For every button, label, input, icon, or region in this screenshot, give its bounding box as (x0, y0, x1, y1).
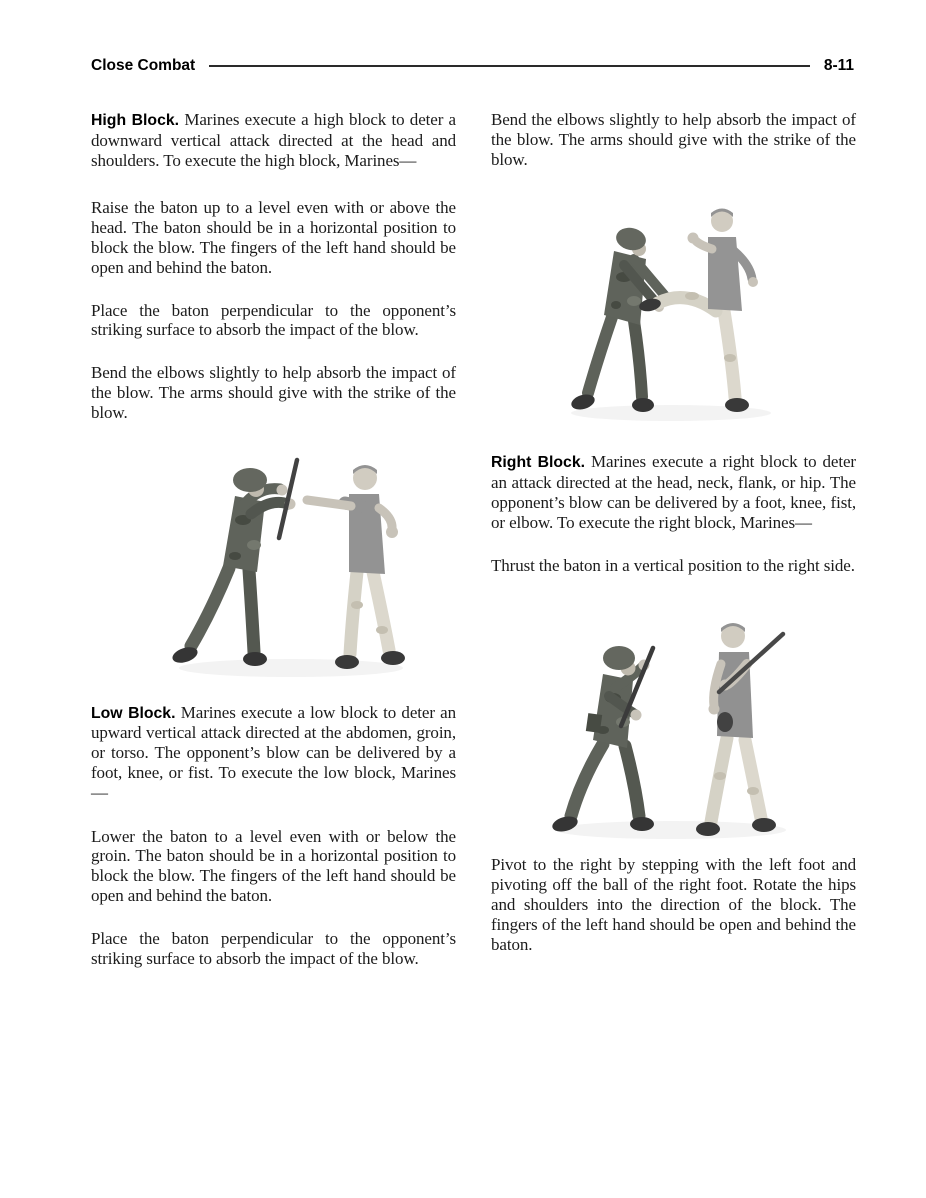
low-block-heading: Low Block. (91, 704, 176, 722)
opponent-figure (307, 465, 405, 669)
header-rule (209, 65, 810, 67)
right-block-heading: Right Block. (491, 454, 585, 472)
page-number: 8-11 (823, 57, 854, 74)
paragraph-raise-baton: Raise the baton up to a level even with or above the head. The baton should be in a horizontal position to block the blow. The fingers of the left hand should be open and behind the baton. (91, 198, 456, 277)
paragraph-right-block (491, 452, 856, 532)
left-column (91, 110, 456, 968)
paragraph-place-baton-1: Place the baton perpendicular to the opponent’s striking surface to absorb the impact of the blow. (91, 300, 456, 340)
paragraph-place-baton-2: Place the baton perpendicular to the opponent’s striking surface to absorb the impact of the blow. (91, 928, 456, 968)
ground-shadow (179, 659, 403, 677)
paragraph-thrust-baton: Thrust the baton in a vertical position to the right side. (491, 555, 855, 575)
helmet (233, 468, 267, 492)
high-block-photo (151, 440, 456, 688)
high-block-body: Marines execute a high block to deter a downward vertical attack directed at the head and shoulders. To execute the high block, Marines— (91, 110, 457, 170)
helmet (603, 646, 635, 670)
kick-block-photo (546, 193, 856, 428)
gear-pouch (586, 713, 602, 733)
right-block-body: Marines execute a right block to deter an attack directed at the head, neck, flank, or hip. The opponent’s blow can be delivered by a foot, knee, fist, or elbow. To execute the right block, Marines— (491, 452, 856, 532)
opponent-figure (696, 623, 783, 836)
paragraph-pivot-right: Pivot to the right by stepping with the left foot and pivoting off the ball of the right foot. Rotate the hips and shoulders into the direction of the block. The fingers of the left hand should be open and behind the baton. (491, 855, 856, 954)
marine-figure (170, 460, 297, 666)
marine-figure (551, 646, 654, 834)
running-header-title: Close Combat (91, 57, 196, 74)
right-column (491, 110, 856, 968)
paragraph-lower-baton: Lower the baton to a level even with or below the groin. The baton should be in a horizontal position to block the blow. The fingers of the left hand should be open and behind the baton. (91, 826, 456, 905)
high-block-heading: High Block. (91, 112, 180, 129)
low-block-body: Marines execute a low block to deter an upward vertical attack directed at the abdomen, groin, or torso. The opponent’s blow can be delivered by a foot, knee, or fist. To execute the low block, Marines— (91, 702, 456, 802)
paragraph-bend-elbows-2: Bend the elbows slightly to help absorb the impact of the blow. The arms should give with the strike of the blow. (491, 110, 856, 169)
two-column-body (91, 110, 856, 968)
belt-pouch (717, 712, 733, 732)
ground-shadow (556, 821, 786, 839)
paragraph-high-block (91, 110, 456, 170)
paragraph-low-block (91, 703, 456, 803)
running-header (91, 57, 854, 75)
marine-figure (570, 226, 672, 413)
right-block-photo (531, 596, 856, 844)
paragraph-bend-elbows-1: Bend the elbows slightly to help absorb the impact of the blow. The arms should give with the strike of the blow. (91, 363, 456, 422)
